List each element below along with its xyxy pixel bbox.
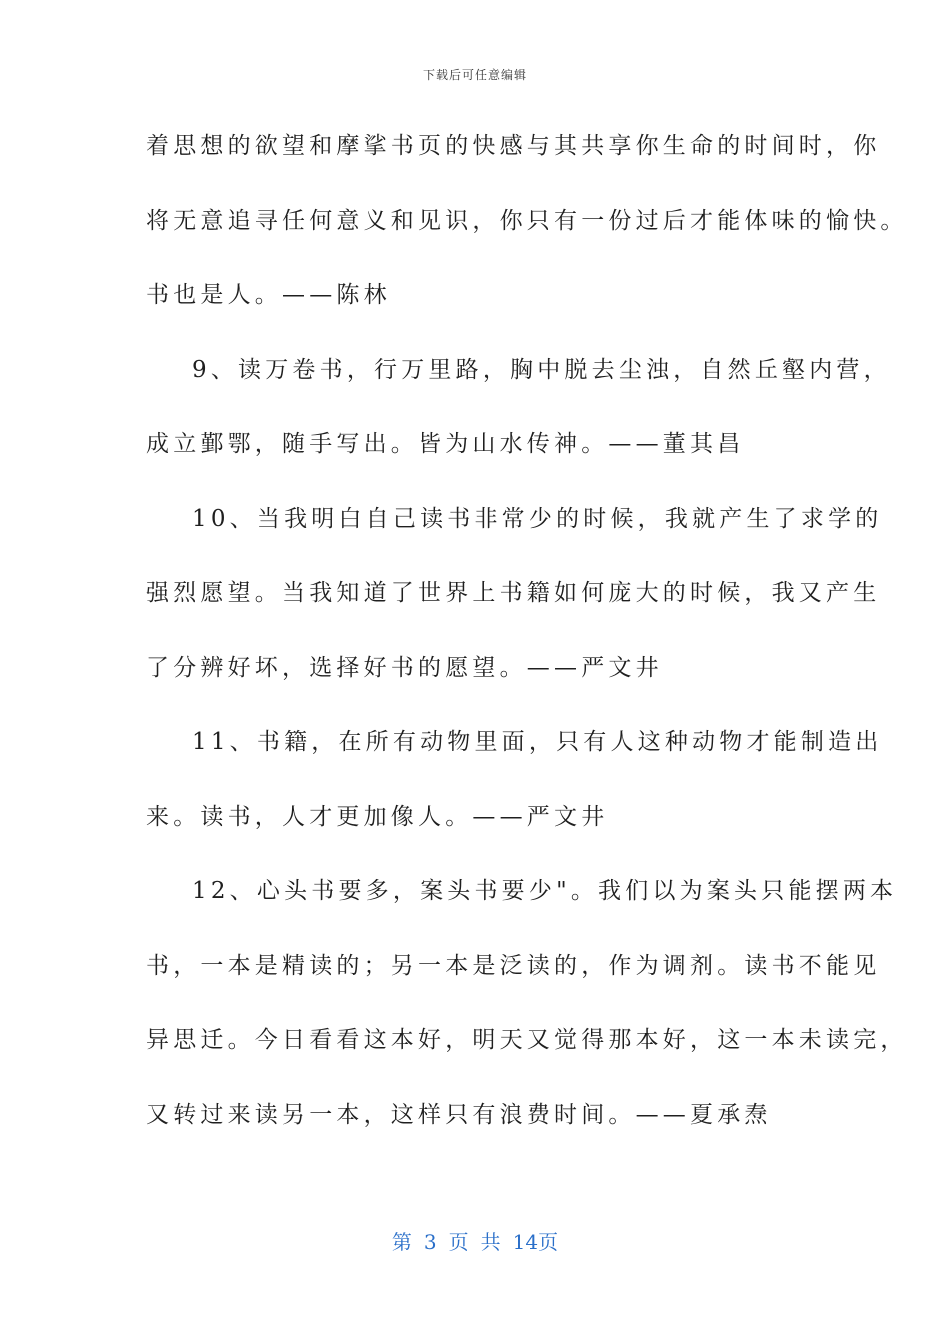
body-line: 10、当我明白自己读书非常少的时候，我就产生了求学的: [192, 506, 883, 532]
body-line: 书也是人。——陈林: [146, 282, 391, 308]
footer-label-total: 共: [480, 1230, 501, 1254]
body-line: 异思迁。今日看看这本好，明天又觉得那本好，这一本未读完，: [146, 1027, 908, 1053]
body-line: 着思想的欲望和摩挲书页的快感与其共享你生命的时间时，你: [146, 133, 881, 159]
total-pages: 14页: [512, 1230, 559, 1254]
body-line: 又转过来读另一本，这样只有浪费时间。——夏承焘: [146, 1102, 772, 1128]
footer-label-prefix: 第: [391, 1230, 412, 1254]
body-line: 9、读万卷书，行万里路，胸中脱去尘浊，自然丘壑内营，: [192, 357, 891, 383]
body-line: 书，一本是精读的；另一本是泛读的，作为调剂。读书不能见: [146, 953, 881, 979]
body-line: 成立鄞鄂，随手写出。皆为山水传神。——董其昌: [146, 431, 745, 457]
body-line: 了分辨好坏，选择好书的愿望。——严文井: [146, 655, 663, 681]
footer-label-page: 页: [448, 1230, 469, 1254]
body-line: 12、心头书要多，案头书要少"。我们以为案头只能摆两本: [192, 878, 898, 904]
page-number-footer: [0, 1226, 950, 1255]
current-page-number: 3: [423, 1230, 437, 1254]
body-line: 将无意追寻任何意义和见识，你只有一份过后才能体味的愉快。: [146, 208, 908, 234]
body-line: 强烈愿望。当我知道了世界上书籍如何庞大的时候，我又产生: [146, 580, 881, 606]
body-line: 来。读书，人才更加像人。——严文井: [146, 804, 609, 830]
page-header: 下载后可任意编辑: [422, 68, 527, 82]
body-line: 11、书籍，在所有动物里面，只有人这种动物才能制造出: [192, 729, 883, 755]
